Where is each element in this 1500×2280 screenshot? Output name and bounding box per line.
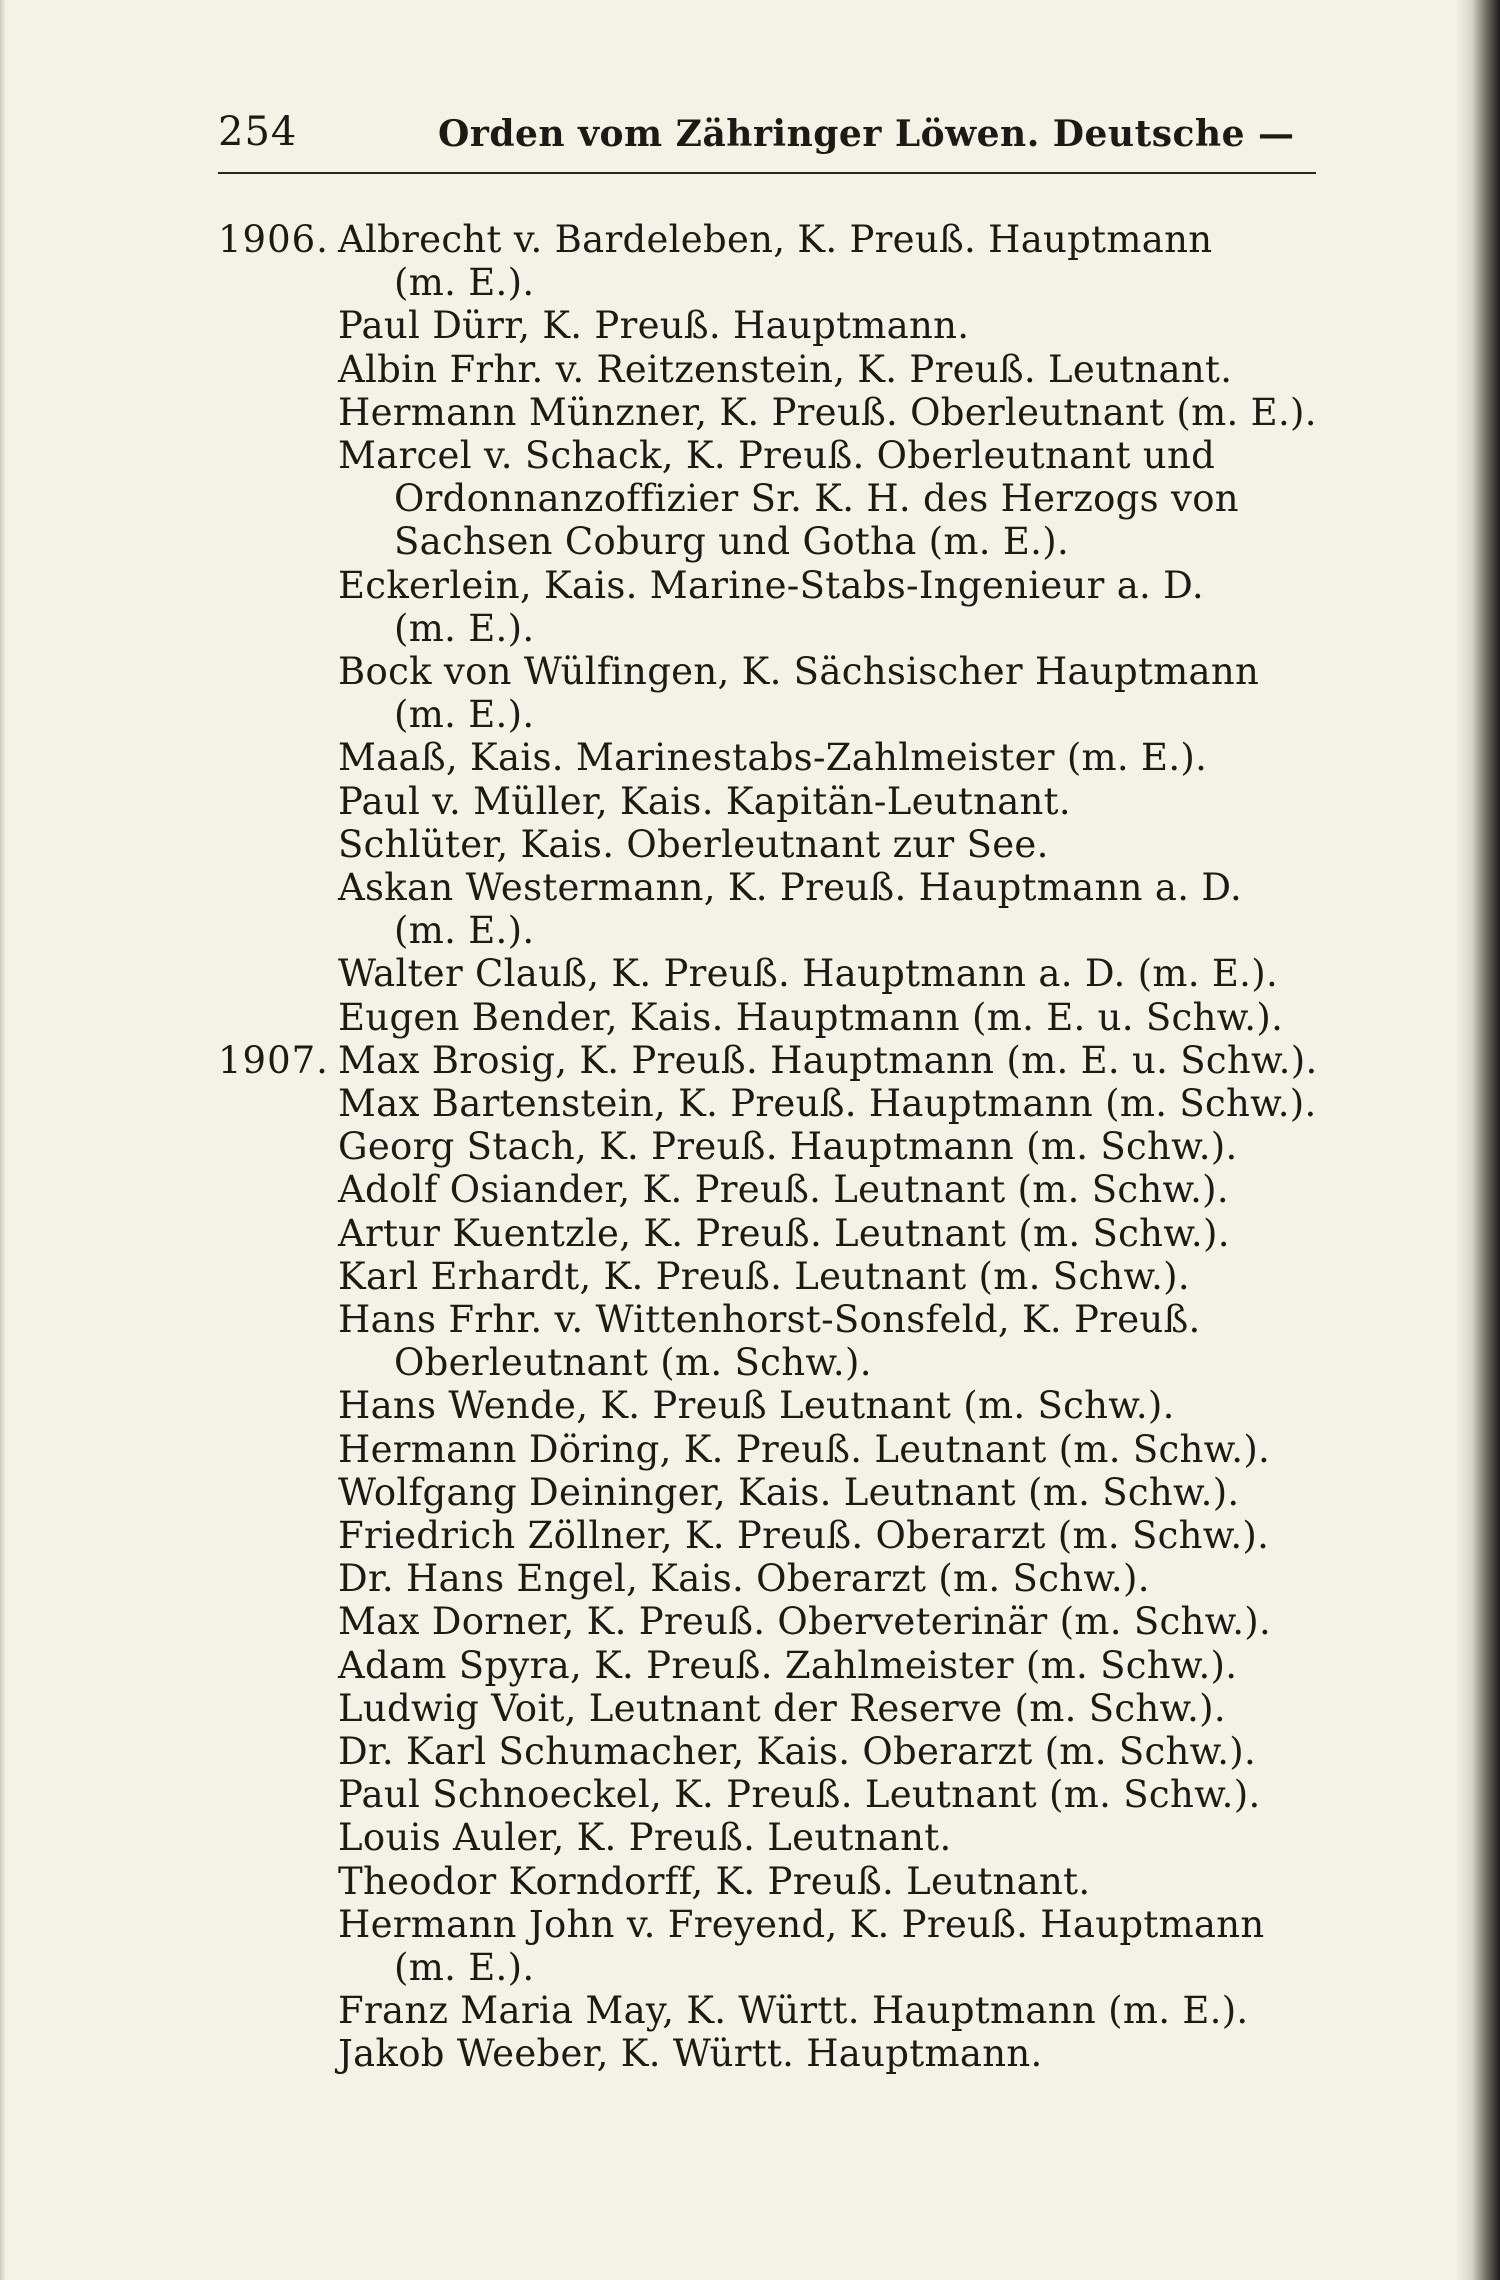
entry-line: Georg Stach, K. Preuß. Hauptmann (m. Schw.). — [338, 1125, 1238, 1169]
entry-line: Hermann Döring, K. Preuß. Leutnant (m. Schw.). — [338, 1427, 1271, 1471]
entry-continuation-line: (m. E.). — [394, 909, 535, 953]
entry-line: Bock von Wülfingen, K. Sächsischer Hauptmann — [338, 650, 1260, 693]
entry-line: Schlüter, Kais. Oberleutnant zur See. — [338, 822, 1049, 866]
entry-line: Karl Erhardt, K. Preuß. Leutnant (m. Schw.). — [338, 1254, 1190, 1298]
page-number: 254 — [218, 109, 298, 155]
entry-continuation-line: Oberleutnant (m. Schw.). — [394, 1341, 872, 1385]
entry-line: Friedrich Zöllner, K. Preuß. Oberarzt (m. Schw.). — [338, 1514, 1270, 1557]
entry-line: Hans Wende, K. Preuß Leutnant (m. Schw.). — [338, 1384, 1175, 1428]
entry-line: Louis Auler, K. Preuß. Leutnant. — [338, 1816, 952, 1860]
entry-line: Albin Frhr. v. Reitzenstein, K. Preuß. Leutnant. — [338, 347, 1233, 391]
entry-continuation-line: (m. E.). — [394, 1946, 535, 1989]
entry-line: Marcel v. Schack, K. Preuß. Oberleutnant und — [338, 434, 1216, 477]
year-label: 1906. — [218, 218, 329, 261]
year-label: 1907. — [218, 1038, 329, 1082]
entry-line: Max Bartenstein, K. Preuß. Hauptmann (m. Schw.). — [338, 1082, 1317, 1125]
entry-line: Paul Dürr, K. Preuß. Hauptmann. — [338, 304, 970, 348]
entry-continuation-line: Ordonnanzoffizier Sr. K. H. des Herzogs von — [394, 477, 1239, 521]
entry-line: Eckerlein, Kais. Marine-Stabs-Ingenieur a. D. — [338, 563, 1204, 607]
entry-continuation-line: (m. E.). — [394, 261, 535, 305]
entry-line: Adolf Osiander, K. Preuß. Leutnant (m. Schw.). — [338, 1168, 1229, 1212]
entry-line: Max Brosig, K. Preuß. Hauptmann (m. E. u. Schw.). — [338, 1038, 1318, 1082]
entry-continuation-line: (m. E.). — [394, 606, 535, 650]
entry-line: Eugen Bender, Kais. Hauptmann (m. E. u. Schw.). — [338, 995, 1284, 1039]
entry-line: Maaß, Kais. Marinestabs-Zahlmeister (m. E.). — [338, 736, 1208, 780]
entry-line: Wolfgang Deininger, Kais. Leutnant (m. Schw.). — [338, 1470, 1240, 1514]
entry-line: Paul v. Müller, Kais. Kapitän-Leutnant. — [338, 779, 1071, 823]
entry-line: Walter Clauß, K. Preuß. Hauptmann a. D. (m. E.). — [338, 952, 1279, 996]
entry-line: Dr. Hans Engel, Kais. Oberarzt (m. Schw.). — [338, 1557, 1150, 1601]
entry-line: Hans Frhr. v. Wittenhorst-Sonsfeld, K. Preuß. — [338, 1298, 1201, 1341]
entry-line: Hermann Münzner, K. Preuß. Oberleutnant (m. E.). — [338, 390, 1317, 434]
entry-line: Hermann John v. Freyend, K. Preuß. Hauptmann — [338, 1902, 1265, 1946]
entry-line: Artur Kuentzle, K. Preuß. Leutnant (m. Schw.). — [338, 1211, 1230, 1255]
entry-line: Albrecht v. Bardeleben, K. Preuß. Hauptmann — [338, 218, 1213, 261]
entry-line: Jakob Weeber, K. Württ. Hauptmann. — [338, 2032, 1043, 2076]
entry-line: Adam Spyra, K. Preuß. Zahlmeister (m. Schw.). — [338, 1643, 1238, 1687]
entry-continuation-line: Sachsen Coburg und Gotha (m. E.). — [394, 520, 1070, 564]
entry-line: Franz Maria May, K. Württ. Hauptmann (m. E.). — [338, 1989, 1249, 2033]
entry-line: Askan Westermann, K. Preuß. Hauptmann a. D. — [338, 866, 1243, 909]
entry-line: Ludwig Voit, Leutnant der Reserve (m. Schw.). — [338, 1686, 1226, 1730]
entry-line: Dr. Karl Schumacher, Kais. Oberarzt (m. Schw.). — [338, 1730, 1257, 1773]
entry-line: Paul Schnoeckel, K. Preuß. Leutnant (m. Schw.). — [338, 1773, 1261, 1817]
entry-line: Max Dorner, K. Preuß. Oberveterinär (m. Schw.). — [338, 1600, 1272, 1644]
running-head: Orden vom Zähringer Löwen. Deutsche — — [438, 113, 1295, 155]
entry-line: Theodor Korndorff, K. Preuß. Leutnant. — [338, 1859, 1091, 1903]
entry-continuation-line: (m. E.). — [394, 693, 535, 737]
